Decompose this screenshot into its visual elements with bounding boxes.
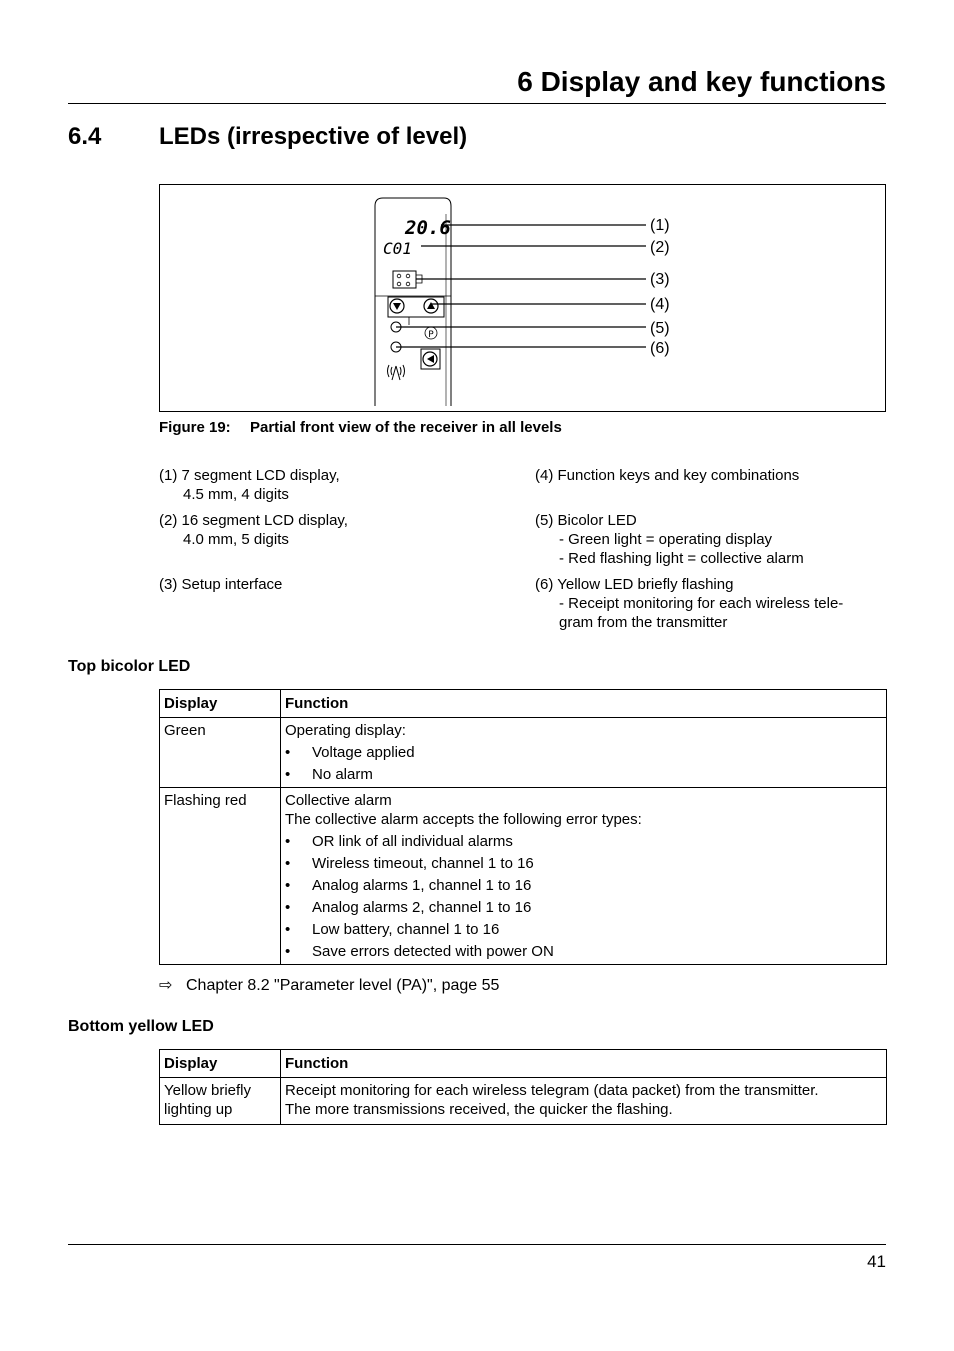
bottom-led-table — [159, 1049, 887, 1125]
legend-item-4: (4) Function keys and key combinations — [535, 467, 800, 484]
chapter-title: 6 Display and key functions — [517, 66, 886, 97]
table-cell-display: Green — [160, 718, 281, 788]
legend-item-3: (3) Setup interface — [159, 576, 283, 593]
list-item: • Low battery, channel 1 to 16 — [285, 921, 500, 938]
lcd-16seg-display: C01 — [383, 239, 412, 258]
table-cell-display: Flashing red — [160, 788, 281, 965]
list-item: • Voltage applied — [285, 744, 415, 761]
table-cell-display: Yellow briefly lighting up — [160, 1078, 281, 1125]
list-item: • Wireless timeout, channel 1 to 16 — [285, 855, 534, 872]
header-rule — [68, 103, 886, 104]
page-number: 41 — [867, 1252, 886, 1271]
chapter-cross-reference[interactable] — [159, 976, 499, 996]
callout-3: (3) — [650, 271, 670, 288]
list-item: • No alarm — [285, 766, 373, 783]
legend-item-1: (1) 7 segment LCD display, 4.5 mm, 4 digits — [159, 467, 340, 503]
wireless-antenna-icon — [388, 365, 405, 380]
callout-2: (2) — [650, 239, 670, 256]
key-p-label: P — [428, 330, 434, 340]
table-header-function: Function — [281, 1050, 887, 1078]
table-cell-function: Receipt monitoring for each wireless telegram (data packet) from the transmitter. The more transmissions received, the quicker the flashing. — [281, 1078, 887, 1125]
table-header-display: Display — [160, 1050, 281, 1078]
list-item: • Analog alarms 2, channel 1 to 16 — [285, 899, 532, 916]
top-led-heading: Top bicolor LED — [68, 658, 191, 675]
legend-item-5: (5) Bicolor LED - Green light = operating display - Red flashing light = collective alarm — [535, 512, 804, 567]
top-led-table — [159, 689, 887, 965]
legend-item-2: (2) 16 segment LCD display, 4.0 mm, 5 digits — [159, 512, 348, 548]
table-row — [160, 788, 887, 965]
list-item: • Save errors detected with power ON — [285, 943, 554, 960]
table-header-display: Display — [160, 690, 281, 718]
legend-item-6: (6) Yellow LED briefly flashing - Receipt monitoring for each wireless tele- gram from the transmitter — [535, 576, 844, 631]
list-item: • Analog alarms 1, channel 1 to 16 — [285, 877, 532, 894]
bottom-led-heading: Bottom yellow LED — [68, 1018, 214, 1035]
section-title: LEDs (irrespective of level) — [159, 123, 468, 150]
callout-6: (6) — [650, 340, 670, 357]
figure-caption — [159, 418, 562, 438]
table-row — [160, 1078, 887, 1125]
section-number: 6.4 — [68, 123, 102, 150]
callout-1: (1) — [650, 217, 670, 234]
callout-4: (4) — [650, 296, 670, 313]
figure-caption-text: Partial front view of the receiver in all levels — [250, 419, 562, 436]
receiver-front-diagram — [159, 184, 886, 412]
cross-reference-text[interactable]: Chapter 8.2 "Parameter level (PA)", page 55 — [186, 977, 500, 994]
setup-interface-icon — [393, 271, 416, 288]
lcd-7seg-display: 20.6 — [405, 217, 451, 239]
table-cell-function: Operating display: • Voltage applied • No alarm — [281, 718, 887, 788]
table-header-function: Function — [281, 690, 887, 718]
footer-rule — [68, 1244, 886, 1245]
callout-5: (5) — [650, 320, 670, 337]
figure-caption-label: Figure 19: — [159, 419, 231, 436]
arrow-right-icon: ⇨ — [159, 977, 173, 994]
list-item: • OR link of all individual alarms — [285, 833, 513, 850]
table-row — [160, 718, 887, 788]
table-cell-function: Collective alarm The collective alarm accepts the following error types: • OR link of all individual alarms • Wireless timeout, channel 1 to 16 • Analog alarms 1, channel 1 to 16 • Analog alarms 2, channel 1 to 16 • Low battery, channel 1 to 16 • Save errors detected with power ON — [281, 788, 887, 965]
